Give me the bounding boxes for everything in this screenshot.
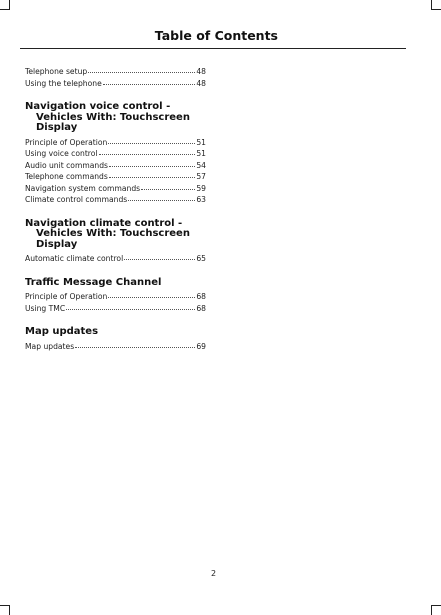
toc-entry-label: Using the telephone bbox=[25, 78, 102, 88]
toc-leader-dots bbox=[103, 84, 196, 85]
toc-entry[interactable] bbox=[25, 66, 206, 78]
toc-section-traffic-message-channel bbox=[25, 278, 206, 315]
toc-section-title[interactable]: Navigation climate control - Vehicles With: Touchscreen Display bbox=[25, 217, 190, 250]
toc-entry-page: 59 bbox=[196, 183, 206, 193]
toc-section-climate-control bbox=[25, 219, 206, 265]
toc-entry-page: 63 bbox=[196, 195, 206, 204]
toc-entry[interactable] bbox=[25, 183, 206, 195]
toc-leader-dots bbox=[141, 189, 195, 190]
toc-entry-page: 54 bbox=[196, 160, 206, 170]
toc-section-voice-control bbox=[25, 102, 206, 206]
crop-mark-bottom-right-vertical bbox=[431, 605, 432, 615]
toc-section-title[interactable]: Navigation voice control - Vehicles With: Touchscreen Display bbox=[25, 101, 190, 133]
toc-leader-dots bbox=[66, 309, 195, 310]
toc-entry[interactable] bbox=[25, 253, 206, 265]
crop-mark-bottom-left-vertical bbox=[9, 605, 10, 615]
toc-entry-page: 48 bbox=[196, 67, 206, 76]
toc-section-intro bbox=[25, 66, 206, 89]
toc-entry-label: Principle of Operation bbox=[25, 292, 108, 301]
toc-entry-page: 65 bbox=[196, 254, 206, 263]
toc-section-map-updates bbox=[25, 327, 206, 352]
toc-entry[interactable] bbox=[25, 160, 206, 172]
page-number: 2 bbox=[211, 569, 217, 578]
toc-leader-dots bbox=[109, 166, 195, 167]
toc-entry-label: Navigation system commands bbox=[25, 183, 141, 193]
toc-leader-dots bbox=[108, 297, 195, 298]
crop-mark-bottom-right-horizontal bbox=[431, 605, 441, 606]
toc-entry-page: 51 bbox=[196, 149, 206, 158]
toc-entry-label: Using voice control bbox=[25, 149, 98, 158]
toc-entry-label: Automatic climate control bbox=[25, 254, 124, 263]
toc-leader-dots bbox=[99, 154, 196, 155]
toc-leader-dots bbox=[75, 347, 195, 348]
toc-entry-label: Telephone commands bbox=[25, 172, 108, 181]
toc-entry-page: 69 bbox=[196, 341, 206, 351]
toc-entry-label: Climate control commands bbox=[25, 195, 128, 204]
toc-entry[interactable] bbox=[25, 303, 206, 315]
toc-entry-page: 68 bbox=[196, 303, 206, 313]
toc-section-title[interactable]: Traffic Message Channel bbox=[25, 276, 162, 288]
toc-entry-page: 51 bbox=[196, 137, 206, 147]
header-divider bbox=[20, 48, 406, 49]
toc-leader-dots bbox=[109, 177, 195, 178]
page-title: Table of Contents bbox=[154, 28, 278, 43]
toc-entry[interactable] bbox=[25, 291, 206, 303]
table-of-contents bbox=[25, 66, 206, 352]
toc-leader-dots bbox=[124, 259, 195, 260]
toc-entry-label: Principle of Operation bbox=[25, 137, 108, 147]
toc-leader-dots bbox=[108, 143, 195, 144]
toc-entry-label: Using TMC bbox=[25, 303, 66, 313]
toc-entry[interactable] bbox=[25, 137, 206, 149]
toc-entry-page: 57 bbox=[196, 172, 206, 181]
toc-entry-page: 68 bbox=[196, 292, 206, 301]
toc-entry-label: Telephone setup bbox=[25, 67, 88, 76]
toc-entry[interactable] bbox=[25, 341, 206, 353]
toc-entry-page: 48 bbox=[196, 78, 206, 88]
toc-entry-label: Audio unit commands bbox=[25, 160, 108, 170]
crop-mark-top-right-horizontal bbox=[431, 9, 441, 10]
crop-mark-top-left-horizontal bbox=[0, 9, 10, 10]
toc-entry[interactable] bbox=[25, 194, 206, 206]
toc-entry-label: Map updates bbox=[25, 341, 75, 351]
toc-entry[interactable] bbox=[25, 171, 206, 183]
toc-section-title[interactable]: Map updates bbox=[25, 326, 99, 337]
toc-entry[interactable] bbox=[25, 148, 206, 160]
toc-entry[interactable] bbox=[25, 78, 206, 90]
crop-mark-bottom-left-horizontal bbox=[0, 605, 10, 606]
toc-leader-dots bbox=[128, 200, 195, 201]
toc-leader-dots bbox=[88, 72, 195, 73]
